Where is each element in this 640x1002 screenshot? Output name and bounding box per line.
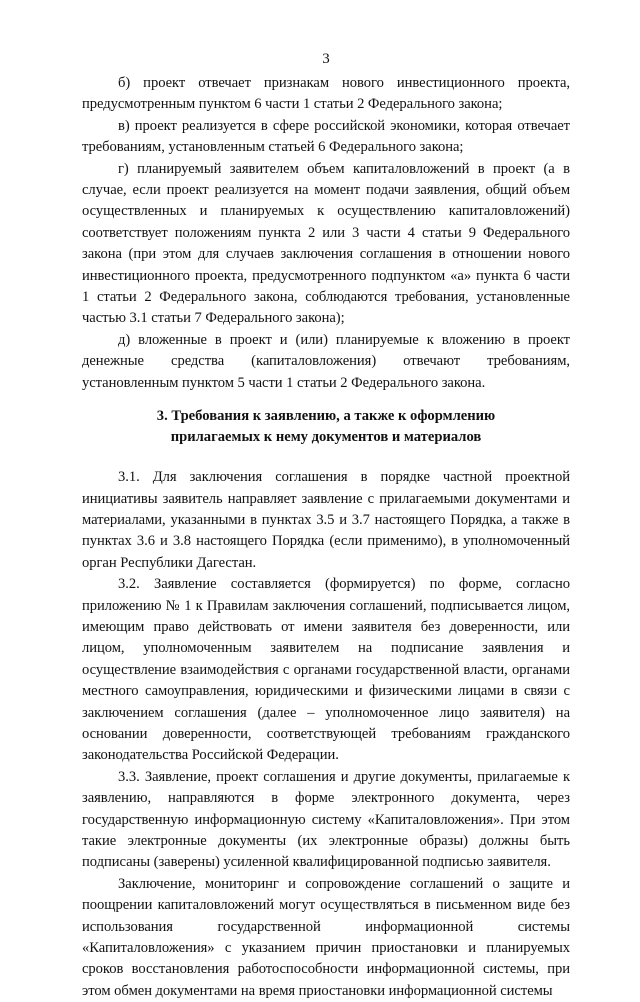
paragraph-3-1: 3.1. Для заключения соглашения в порядке частной проектной инициативы заявитель направляет заявление с прилагаемыми документами и материалами, указанными в пунктах 3.5 и 3.7 настоящего Порядка, а также в пунктах 3.6 и 3.8 настоящего Порядка (если применимо), в уполномоченный орган Республики Дагестан. [82, 469, 570, 571]
document-body [82, 73, 570, 1002]
paragraph-3-3: 3.3. Заявление, проект соглашения и другие документы, прилагаемые к заявлению, направляются в форме электронного документа, через государственную информационную систему «Капиталовложения». При этом такие электронные документы (их электронные образы) должны быть подписаны (заверены) усиленной квалифицированной подписью заявителя. [82, 768, 570, 871]
section-heading-line1: 3. Требования к заявлению, а также к оформлению [156, 408, 496, 425]
paragraph-item-v: в) проект реализуется в сфере российской экономики, которая отвечает требованиям, установленным статьей 6 Федерального закона; [82, 117, 570, 156]
paragraph-item-d: д) вложенные в проект и (или) планируемые к вложению в проект денежные средства (капиталовложения) отвечают требованиям, установленным пунктом 5 части 1 статьи 2 Федерального закона. [82, 331, 570, 391]
document-page [82, 0, 570, 999]
paragraph-item-g: г) планируемый заявителем объем капиталовложений в проект (а в случае, если проект реализуется на момент подачи заявления, общий объем осуществленных и планируемых к осуществлению капиталовложений) соответствует положениям пункта 2 или 3 части 4 статьи 9 Федерального закона (при этом для случаев заключения соглашения в отношении нового инвестиционного проекта, предусмотренного подпунктом «а» пункта 6 части 1 статьи 2 Федерального закона, соблюдаются требования, установленные частью 3.1 статьи 7 Федерального закона); [82, 160, 570, 327]
paragraph-3-2: 3.2. Заявление составляется (формируется) по форме, согласно приложению № 1 к Правилам заключения соглашений, подписывается лицом, имеющим право действовать от имени заявителя без доверенности, или лицом, уполномоченным заявителем на подписание заявления и осуществление взаимодействия с органами государственной власти, органами местного самоуправления, юридическими и физическими лицами в связи с заключением соглашения (далее – уполномоченное лицо заявителя) на основании доверенности, соответствующей требованиям гражданского законодательства Российской Федерации. [82, 576, 570, 764]
section-heading [82, 406, 570, 448]
paragraph-conclusion: Заключение, мониторинг и сопровождение соглашений о защите и поощрении капиталовложений могут осуществляться в письменном виде без использования государственной информационной системы «Капиталовложения» с указанием причин приостановки и планируемых сроков восстановления работоспособности информационной системы, при этом обмен документами на время приостановки информационной системы [82, 875, 570, 999]
section-heading-line2: прилагаемых к нему документов и материалов [170, 429, 482, 446]
paragraph-item-b: б) проект отвечает признакам нового инвестиционного проекта, предусмотренным пунктом 6 части 1 статьи 2 Федерального закона; [82, 75, 570, 113]
page-number: 3 [322, 51, 330, 67]
